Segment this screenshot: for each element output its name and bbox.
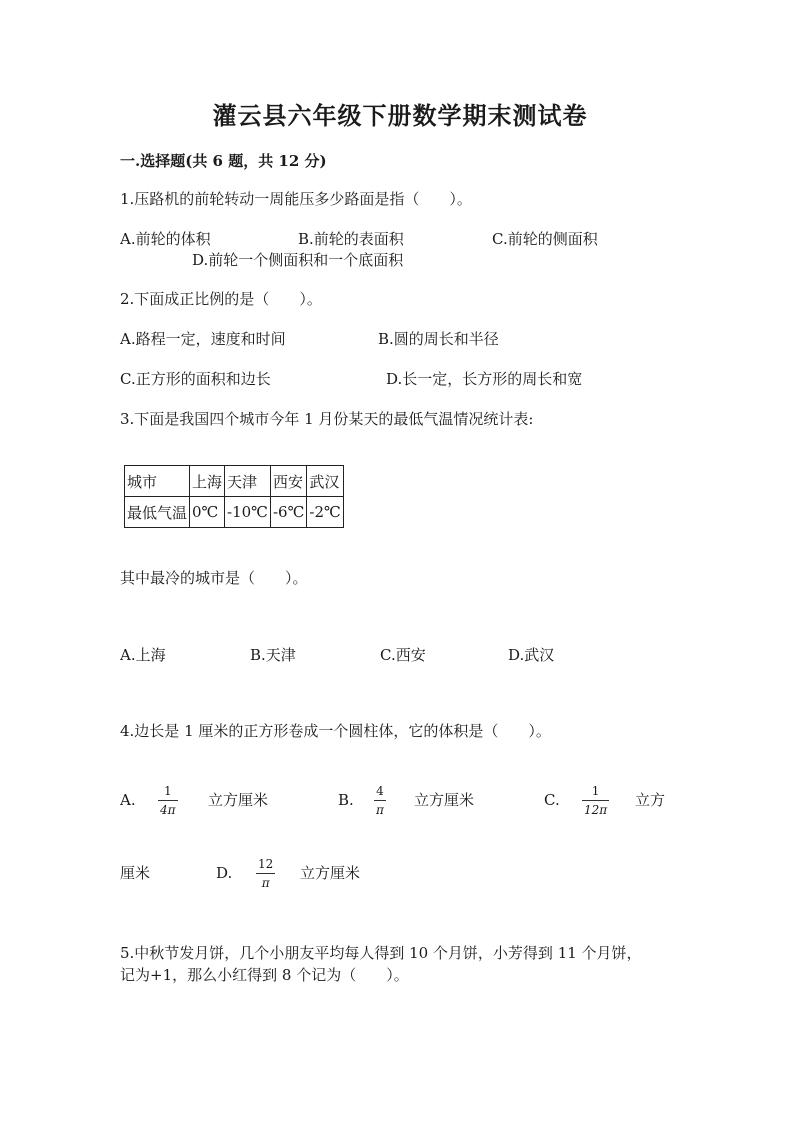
fraction-denominator: π [261, 876, 270, 890]
question-5-line-1: 5.中秋节发月饼，几个小朋友平均每人得到 10 个月饼，小芳得到 11 个月饼， [120, 944, 642, 962]
fraction-denominator: π [376, 803, 384, 817]
fraction-bar [374, 800, 386, 801]
question-4-option-b-fraction [374, 784, 386, 817]
fraction-bar [582, 800, 609, 801]
question-4-option-b-unit: 立方厘米 [414, 791, 475, 809]
fraction-numerator: 1 [591, 784, 600, 798]
question-4-option-d-unit: 立方厘米 [300, 864, 361, 882]
question-4-option-d-label[interactable]: D. [216, 864, 233, 882]
question-2-option-b[interactable]: B.圆的周长和半径 [378, 330, 499, 348]
question-1-option-b[interactable]: B.前轮的表面积 [298, 230, 404, 248]
question-1-option-a[interactable]: A.前轮的体积 [120, 230, 211, 248]
question-4-stem: 4.边长是 1 厘米的正方形卷成一个圆柱体，它的体积是（ ）。 [120, 722, 551, 740]
fraction-numerator: 1 [163, 784, 172, 798]
question-3-option-a[interactable]: A.上海 [120, 646, 166, 664]
table-header-tianjin: 天津 [225, 466, 271, 497]
question-1-option-c[interactable]: C.前轮的侧面积 [492, 230, 598, 248]
question-4-option-b-label[interactable]: B. [338, 791, 354, 809]
question-3-option-b[interactable]: B.天津 [250, 646, 296, 664]
fraction-bar [256, 873, 275, 874]
table-cell-wuhan: -2℃ [307, 497, 343, 528]
table-cell-shanghai: 0℃ [190, 497, 225, 528]
table-row [125, 497, 344, 528]
table-cell-xian: -6℃ [270, 497, 306, 528]
table-header-wuhan: 武汉 [307, 466, 343, 497]
table-row-label: 最低气温 [125, 497, 190, 528]
fraction-numerator: 12 [258, 857, 274, 871]
fraction-denominator: 12π [584, 803, 608, 817]
question-4-option-a-fraction [158, 784, 178, 817]
question-3-option-d[interactable]: D.武汉 [508, 646, 555, 664]
table-header-shanghai: 上海 [190, 466, 225, 497]
question-2-option-a[interactable]: A.路程一定，速度和时间 [120, 330, 286, 348]
question-4-option-c-label[interactable]: C. [544, 791, 560, 809]
question-1-stem: 1.压路机的前轮转动一周能压多少路面是指（ ）。 [120, 190, 472, 208]
question-4-option-c-unit-wrap: 厘米 [120, 864, 151, 882]
question-4-option-a-unit: 立方厘米 [208, 791, 269, 809]
question-4-option-d-fraction [256, 857, 275, 890]
question-3-stem: 3.下面是我国四个城市今年 1 月份某天的最低气温情况统计表: [120, 410, 534, 428]
fraction-numerator: 4 [376, 784, 384, 798]
question-4-option-a-label[interactable]: A. [120, 791, 136, 809]
question-5-line-2: 记为+1，那么小红得到 8 个记为（ ）。 [120, 966, 409, 984]
table-header-row [125, 466, 344, 497]
fraction-denominator: 4π [160, 803, 176, 817]
section-heading: 一.选择题(共 6 题，共 12 分) [120, 152, 327, 170]
question-3-sub: 其中最冷的城市是（ ）。 [120, 569, 308, 587]
question-2-stem: 2.下面成正比例的是（ ）。 [120, 290, 322, 308]
page-title: 灌云县六年级下册数学期末测试卷 [212, 101, 588, 130]
fraction-bar [158, 800, 178, 801]
question-2-option-c[interactable]: C.正方形的面积和边长 [120, 370, 271, 388]
question-4-option-c-unit: 立方 [635, 791, 666, 809]
temperature-table [124, 465, 344, 528]
table-header-xian: 西安 [270, 466, 306, 497]
question-4-option-c-fraction [582, 784, 609, 817]
question-3-option-c[interactable]: C.西安 [380, 646, 426, 664]
table-cell-tianjin: -10℃ [225, 497, 271, 528]
table-header-city: 城市 [125, 466, 190, 497]
question-1-option-d[interactable]: D.前轮一个侧面积和一个底面积 [192, 251, 404, 269]
question-2-option-d[interactable]: D.长一定，长方形的周长和宽 [386, 370, 583, 388]
